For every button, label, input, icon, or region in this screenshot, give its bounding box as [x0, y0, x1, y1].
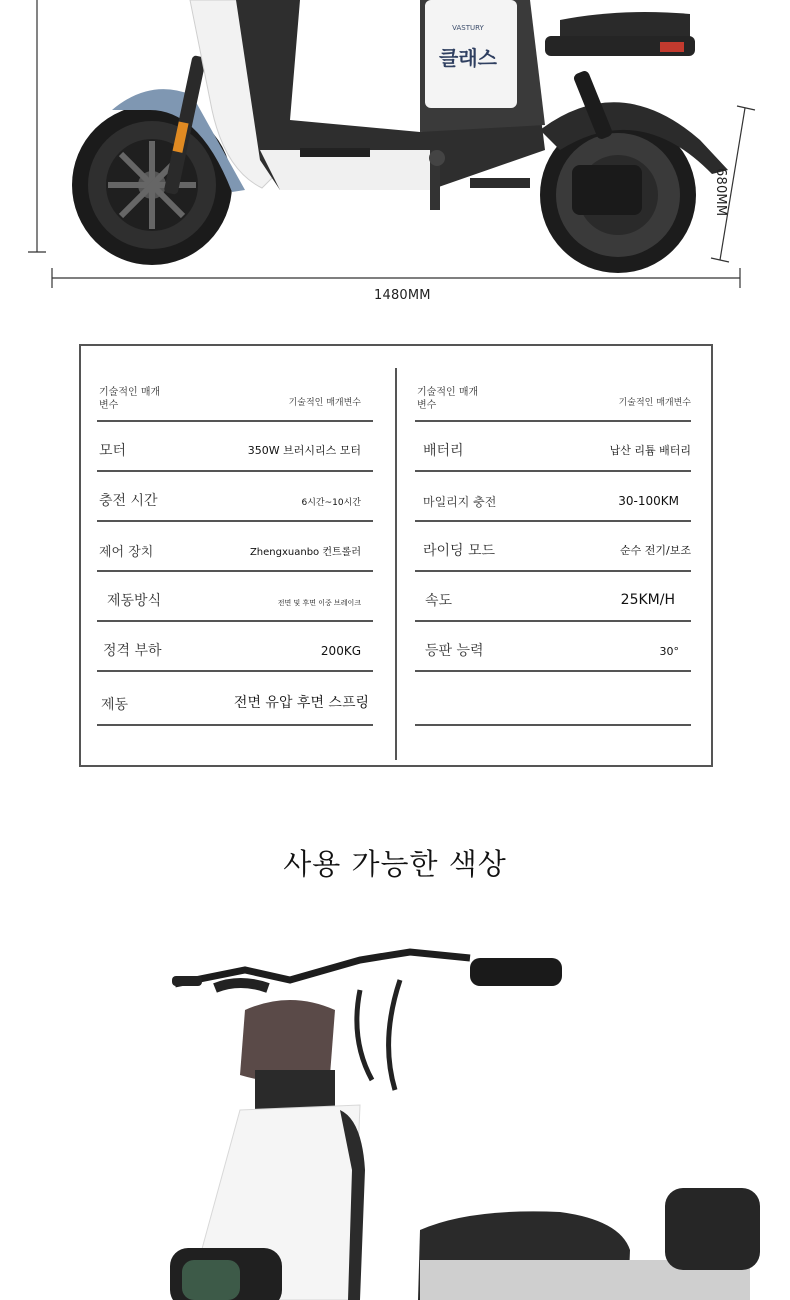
spec-label: 모터 — [99, 443, 127, 459]
spec-row-braking — [97, 680, 373, 726]
spec-label: 제동방식 — [107, 593, 162, 609]
spec-value: 200KG — [320, 644, 361, 658]
spec-value: 전면 및 후면 이중 브레이크 — [277, 599, 361, 607]
spec-row-brake-type — [97, 576, 373, 622]
spec-value: 6시간~10시간 — [301, 498, 361, 508]
spec-value: 25KM/H — [620, 592, 675, 608]
spec-label: 속도 — [425, 593, 453, 609]
scooter-front-view-image — [0, 930, 790, 1300]
spec-label: 기술적인 매개변수 — [417, 387, 479, 411]
spec-row-climbing — [415, 626, 691, 672]
scooter-side-view-section — [0, 0, 790, 320]
spec-row-empty — [415, 680, 691, 726]
spec-label: 정격 부하 — [103, 643, 162, 659]
width-dimension-label: 1480MM — [374, 288, 431, 303]
spec-value: 납산 리튬 배터리 — [609, 444, 691, 457]
spec-label: 충전 시간 — [99, 493, 158, 509]
spec-row-header-right — [415, 376, 691, 422]
brand-badge — [432, 20, 504, 92]
spec-row-motor — [97, 426, 373, 472]
available-colors-title: 사용 가능한 색상 — [283, 847, 507, 881]
spec-label: 배터리 — [423, 443, 464, 459]
spec-table — [79, 344, 713, 767]
spec-value: 기술적인 매개변수 — [288, 398, 361, 408]
spec-row-battery — [415, 426, 691, 472]
spec-row-riding-mode — [415, 526, 691, 572]
spec-label: 등판 능력 — [425, 643, 484, 659]
spec-row-mileage — [415, 476, 691, 522]
spec-label: 제어 장치 — [99, 545, 154, 560]
spec-row-header-left — [97, 376, 373, 422]
spec-value: 30-100KM — [618, 494, 679, 508]
spec-row-charge-time — [97, 476, 373, 522]
spec-row-rated-load — [97, 626, 373, 672]
brand-korean-label: 클래스 — [439, 46, 497, 70]
spec-label: 제동 — [101, 697, 129, 713]
spec-value: 순수 전기/보조 — [620, 544, 691, 557]
spec-value: 전면 유압 후면 스프링 — [233, 695, 369, 711]
spec-table-divider — [395, 368, 397, 760]
spec-label: 라이딩 모드 — [423, 543, 496, 559]
spec-value: 350W 브러시리스 모터 — [247, 444, 361, 457]
scooter-side-illustration — [0, 0, 790, 320]
spec-value: Zhengxuanbo 컨트롤러 — [249, 547, 361, 558]
brand-name: VASTURY — [452, 24, 484, 32]
spec-label: 마일리지 충전 — [423, 495, 497, 509]
spec-row-speed — [415, 576, 691, 622]
height-dimension-label: 680MM — [713, 168, 728, 217]
spec-label: 기술적인 매개변수 — [99, 387, 161, 411]
spec-value: 기술적인 매개변수 — [618, 398, 691, 408]
spec-value: 30° — [659, 645, 679, 658]
spec-row-controller — [97, 526, 373, 572]
